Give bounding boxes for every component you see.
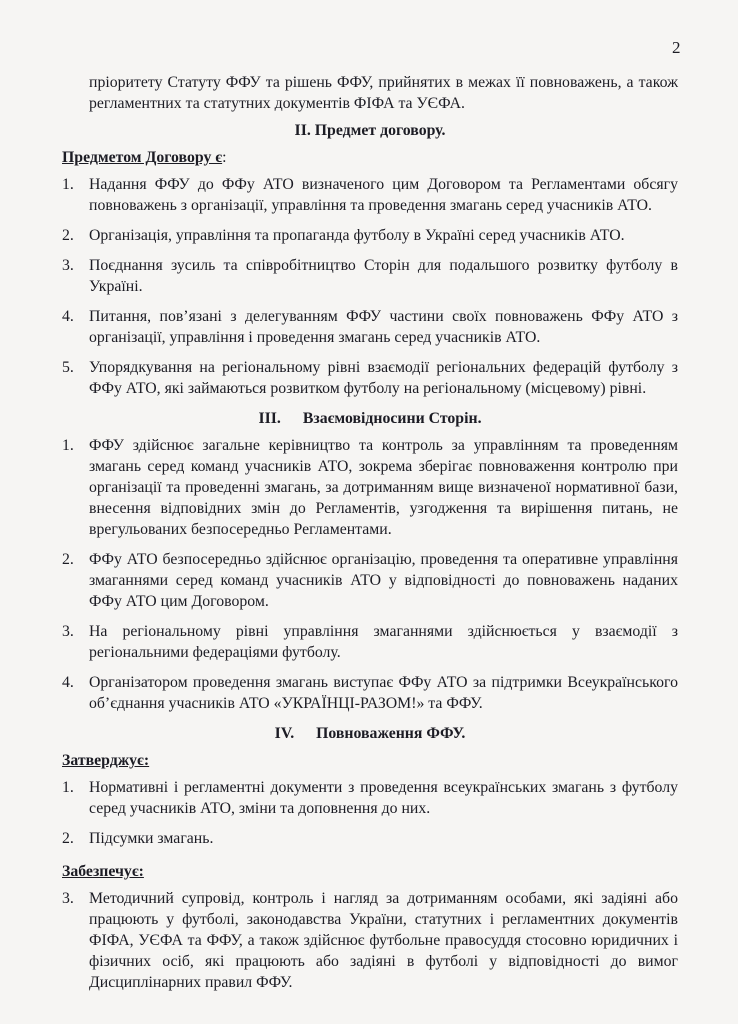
item-text: ФФУ здійснює загальне керівництво та контроль за управлінням та проведенням змагань серед команд учасників АТО, зокрема зберігає повноваження контролю при організації та проведенні змагань, за дотриманням вище визначеної нормативної бази, внесення відповідних змін до Регламентів, узгодження та вирішення питань, не врегульованих безпосередньо Регламентами. xyxy=(89,437,678,538)
item-text: Упорядкування на регіональному рівні взаємодії регіональних федерацій футболу з ФФу АТО, які займаються розвитком футболу на регіональному (місцевому) рівні. xyxy=(89,359,678,397)
approves-subheading: Затверджує: xyxy=(62,752,150,769)
item-number: 1. xyxy=(62,437,74,454)
list-item xyxy=(62,435,678,540)
ensures-subheading: Забезпечує: xyxy=(62,863,144,880)
subject-list xyxy=(62,174,678,399)
list-item xyxy=(62,672,678,714)
section-number: II. xyxy=(294,122,311,139)
section-title: Взаємовідносини Сторін. xyxy=(302,410,482,427)
list-item xyxy=(62,777,678,819)
item-text: Організатором проведення змагань виступає ФФу АТО за підтримки Всеукраїнського об’єднання учасників АТО «УКРАЇНЦІ-РАЗОМ!» та ФФУ. xyxy=(89,674,678,712)
item-number: 5. xyxy=(62,359,74,376)
list-item xyxy=(62,621,678,663)
item-number: 4. xyxy=(62,674,74,691)
list-item xyxy=(62,255,678,297)
relations-list xyxy=(62,435,678,714)
item-number: 3. xyxy=(62,623,74,640)
section-title: Предмет договору. xyxy=(314,122,446,139)
item-text: Підсумки змагань. xyxy=(89,830,214,847)
section-title: Повноваження ФФУ. xyxy=(316,725,466,742)
item-number: 1. xyxy=(62,176,74,193)
page-number: 2 xyxy=(672,38,681,57)
item-text: Питання, пов’язані з делегуванням ФФУ частини своїх повноважень ФФу АТО з організації, управління і проведення змагань серед учасників АТО. xyxy=(89,308,678,346)
item-number: 2. xyxy=(62,551,74,568)
item-number: 2. xyxy=(62,227,74,244)
subheading-colon: : xyxy=(222,149,227,166)
list-item xyxy=(62,225,678,246)
item-text: На регіональному рівні управління змаганнями здійснюється у взаємодії з регіональними федераціями футболу. xyxy=(89,623,678,661)
list-item xyxy=(62,174,678,216)
ensures-list xyxy=(62,888,678,993)
subheading-text: Предметом Договору є xyxy=(62,149,223,166)
intro-paragraph: пріоритету Статуту ФФУ та рішень ФФУ, прийнятих в межах її повноважень, а також регламентних та статутних документів ФІФА та УЄФА. xyxy=(89,74,678,112)
section-heading-iv xyxy=(62,723,678,744)
list-item xyxy=(62,549,678,612)
item-number: 2. xyxy=(62,830,74,847)
subject-subheading xyxy=(62,147,678,168)
item-number: 3. xyxy=(62,890,74,907)
item-number: 3. xyxy=(62,257,74,274)
section-heading-ii xyxy=(62,120,678,141)
approves-list xyxy=(62,777,678,849)
list-item xyxy=(62,828,678,849)
item-text: Поєднання зусиль та співробітництво Сторін для подальшого розвитку футболу в Україні. xyxy=(89,257,678,295)
document-content xyxy=(62,72,678,1002)
item-text: Нормативні і регламентні документи з проведення всеукраїнських змагань з футболу серед учасників АТО, зміни та доповнення до них. xyxy=(89,779,678,817)
list-item xyxy=(62,306,678,348)
item-text: Організація, управління та пропаганда футболу в Україні серед учасників АТО. xyxy=(89,227,625,244)
item-text: Надання ФФУ до ФФу АТО визначеного цим Договором та Регламентами обсягу повноважень з організації, управління та проведення змагань серед учасників АТО. xyxy=(89,176,678,214)
list-item xyxy=(62,357,678,399)
item-text: Методичний супровід, контроль і нагляд за дотриманням особами, які задіяні або працюють у футболі, законодавства України, статутних і регламентних документів ФІФА, УЄФА та ФФУ, а також здійснює футбольне правосуддя стосовно юридичних і фізичних осіб, які працюють або задіяні в футболі у відповідності до вимог Дисциплінарних правил ФФУ. xyxy=(89,890,678,991)
section-heading-iii xyxy=(62,408,678,429)
item-text: ФФу АТО безпосередньо здійснює організацію, проведення та оперативне управління змаганнями серед команд учасників АТО у відповідності до повноважень наданих ФФу АТО цим Договором. xyxy=(89,551,678,610)
item-number: 1. xyxy=(62,779,74,796)
list-item xyxy=(62,888,678,993)
section-number: III. xyxy=(258,410,281,427)
section-number: IV. xyxy=(274,725,295,742)
item-number: 4. xyxy=(62,308,74,325)
